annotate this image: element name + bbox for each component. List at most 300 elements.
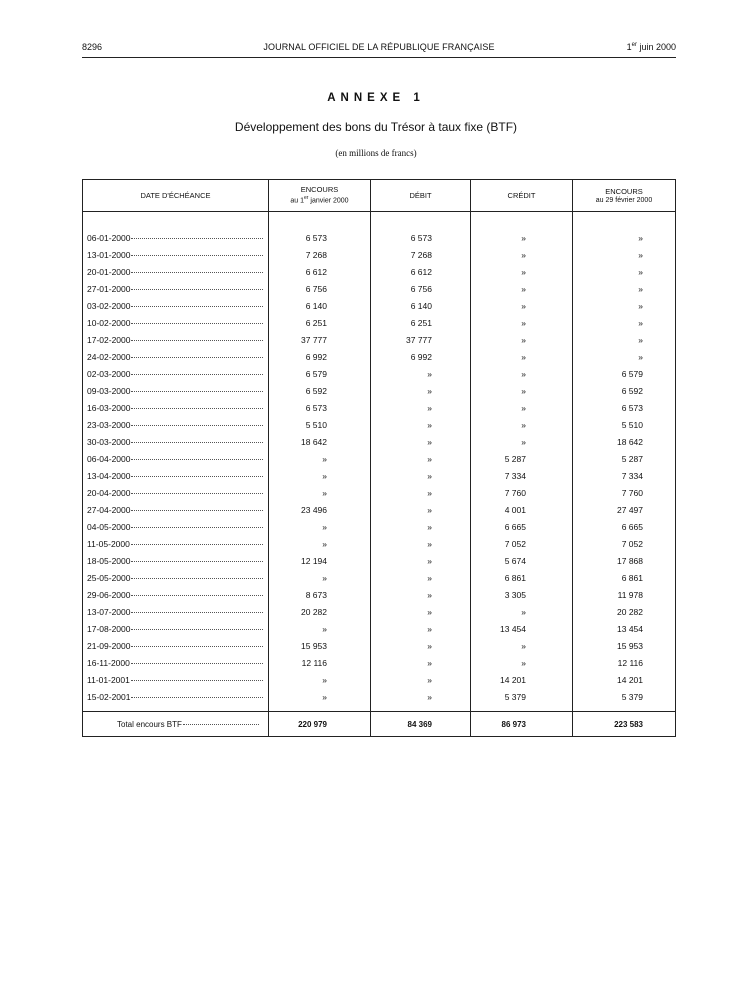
cell-date-value: 23-03-2000	[87, 419, 131, 430]
cell-debit-value: »	[427, 453, 432, 464]
cell-credit	[471, 671, 573, 688]
cell-encours-end-value: »	[638, 232, 643, 243]
cell-encours-end	[573, 246, 676, 263]
cell-debit-value: »	[427, 402, 432, 413]
cell-debit	[371, 433, 471, 450]
cell-credit	[471, 297, 573, 314]
cell-credit-value: »	[521, 385, 526, 396]
table-row	[83, 603, 676, 620]
cell-credit	[471, 552, 573, 569]
cell-date	[83, 314, 269, 331]
cell-encours-end-value: 27 497	[617, 504, 643, 515]
cell-date-value: 13-04-2000	[87, 470, 131, 481]
cell-debit-value: »	[427, 691, 432, 702]
cell-date-value: 11-01-2001	[87, 674, 130, 685]
cell-encours-start-value: 6 612	[305, 266, 327, 277]
cell-encours-end	[573, 688, 676, 705]
total-label	[83, 712, 269, 737]
leader-dots	[183, 724, 259, 725]
table-row	[83, 263, 676, 280]
cell-debit	[371, 671, 471, 688]
cell-date-value: 06-04-2000	[87, 453, 131, 464]
total-debit-value: 84 369	[407, 719, 432, 729]
cell-debit-value: 7 268	[410, 249, 432, 260]
cell-encours-end-value: »	[638, 249, 643, 260]
cell-debit-value: »	[427, 504, 432, 515]
cell-encours-start	[269, 603, 371, 620]
header-encours-end-line2: au 29 février 2000	[595, 196, 653, 204]
cell-debit	[371, 467, 471, 484]
table-row	[83, 348, 676, 365]
cell-date	[83, 603, 269, 620]
cell-encours-end-value: 5 379	[621, 691, 643, 702]
cell-encours-end-value: »	[638, 300, 643, 311]
cell-date-value: 30-03-2000	[87, 436, 131, 447]
cell-date-value: 03-02-2000	[87, 300, 131, 311]
leader-dots	[131, 595, 263, 596]
cell-credit	[471, 246, 573, 263]
cell-encours-start-value: 6 756	[305, 283, 327, 294]
cell-debit-value: »	[427, 385, 432, 396]
cell-encours-start-value: 7 268	[305, 249, 327, 260]
cell-date-value: 04-05-2000	[87, 521, 131, 532]
cell-debit	[371, 246, 471, 263]
table-row	[83, 314, 676, 331]
cell-date-value: 16-11-2000	[87, 657, 130, 668]
cell-encours-start-value: 12 116	[301, 657, 327, 668]
leader-dots	[131, 357, 263, 358]
cell-credit	[471, 416, 573, 433]
cell-date-value: 29-06-2000	[87, 589, 131, 600]
header-debit-label: DÉBIT	[409, 191, 432, 200]
cell-debit	[371, 365, 471, 382]
cell-debit	[371, 331, 471, 348]
page-number: 8296	[82, 42, 103, 52]
cell-encours-end	[573, 280, 676, 297]
cell-encours-start	[269, 569, 371, 586]
cell-credit	[471, 484, 573, 501]
cell-debit-value: »	[427, 572, 432, 583]
cell-credit	[471, 620, 573, 637]
cell-date	[83, 501, 269, 518]
table-row	[83, 688, 676, 705]
cell-encours-start	[269, 331, 371, 348]
table-row	[83, 229, 676, 246]
table-row	[83, 399, 676, 416]
cell-encours-start	[269, 246, 371, 263]
cell-date-value: 17-02-2000	[87, 334, 131, 345]
cell-encours-end	[573, 229, 676, 246]
table-row	[83, 552, 676, 569]
cell-debit-value: 6 992	[410, 351, 432, 362]
cell-encours-start	[269, 280, 371, 297]
cell-credit-value: »	[521, 317, 526, 328]
cell-debit-value: »	[427, 538, 432, 549]
unit-note: (en millions de francs)	[335, 148, 417, 158]
cell-date	[83, 518, 269, 535]
cell-debit	[371, 416, 471, 433]
cell-date-value: 15-02-2001	[87, 691, 131, 702]
cell-date	[83, 637, 269, 654]
cell-encours-start-value: »	[322, 470, 327, 481]
cell-credit	[471, 603, 573, 620]
cell-encours-end-value: 5 287	[621, 453, 643, 464]
cell-debit-value: »	[427, 674, 432, 685]
leader-dots	[131, 442, 263, 443]
cell-encours-end-value: 5 510	[621, 419, 643, 430]
cell-credit	[471, 331, 573, 348]
cell-credit-value: 7 760	[504, 487, 526, 498]
cell-date	[83, 654, 269, 671]
cell-encours-end-value: 6 592	[621, 385, 643, 396]
cell-date-value: 25-05-2000	[87, 572, 131, 583]
cell-encours-end-value: 20 282	[617, 606, 643, 617]
cell-encours-end-value: 13 454	[617, 623, 643, 634]
cell-date	[83, 331, 269, 348]
leader-dots	[131, 340, 263, 341]
cell-encours-end	[573, 314, 676, 331]
cell-date	[83, 365, 269, 382]
cell-debit-value: 6 756	[410, 283, 432, 294]
cell-encours-start	[269, 620, 371, 637]
cell-debit	[371, 603, 471, 620]
cell-date	[83, 382, 269, 399]
cell-credit	[471, 637, 573, 654]
cell-credit-value: »	[521, 249, 526, 260]
cell-debit-value: 6 573	[410, 232, 432, 243]
cell-credit-value: 14 201	[500, 674, 526, 685]
header-credit-label: CRÉDIT	[507, 191, 536, 200]
total-row	[83, 712, 676, 737]
cell-encours-start-value: »	[322, 487, 327, 498]
cell-credit-value: 7 052	[504, 538, 526, 549]
cell-encours-end-value: »	[638, 317, 643, 328]
cell-date-value: 18-05-2000	[87, 555, 131, 566]
cell-date	[83, 399, 269, 416]
cell-debit	[371, 399, 471, 416]
cell-encours-start	[269, 586, 371, 603]
annexe-title: ANNEXE 1	[327, 92, 425, 104]
cell-encours-end-value: 6 579	[621, 368, 643, 379]
leader-dots	[131, 663, 263, 664]
cell-debit-value: »	[427, 555, 432, 566]
cell-credit	[471, 518, 573, 535]
cell-credit-value: »	[521, 436, 526, 447]
header-encours-start-post: janvier 2000	[308, 197, 349, 205]
cell-encours-start-value: 6 573	[305, 232, 327, 243]
cell-encours-end	[573, 416, 676, 433]
cell-debit-value: 6 251	[410, 317, 432, 328]
leader-dots	[131, 544, 263, 545]
cell-debit-value: »	[427, 470, 432, 481]
cell-credit	[471, 569, 573, 586]
cell-credit	[471, 688, 573, 705]
table-row	[83, 501, 676, 518]
document-subtitle: Développement des bons du Trésor à taux fixe (BTF)	[234, 120, 518, 134]
cell-date-value: 27-01-2000	[87, 283, 131, 294]
leader-dots	[131, 391, 263, 392]
cell-encours-end	[573, 552, 676, 569]
cell-encours-end	[573, 654, 676, 671]
cell-credit-value: »	[521, 419, 526, 430]
table-row	[83, 280, 676, 297]
cell-debit-value: »	[427, 487, 432, 498]
cell-encours-end	[573, 637, 676, 654]
cell-debit	[371, 280, 471, 297]
leader-dots	[131, 612, 263, 613]
cell-credit	[471, 399, 573, 416]
table-row	[83, 331, 676, 348]
leader-dots	[131, 561, 263, 562]
table-row	[83, 586, 676, 603]
cell-credit-value: »	[521, 334, 526, 345]
cell-encours-start	[269, 365, 371, 382]
cell-date	[83, 229, 269, 246]
leader-dots	[131, 527, 263, 528]
cell-encours-end	[573, 603, 676, 620]
leader-dots	[131, 629, 263, 630]
cell-encours-start	[269, 688, 371, 705]
cell-encours-start	[269, 501, 371, 518]
cell-date	[83, 467, 269, 484]
leader-dots	[131, 425, 263, 426]
cell-credit	[471, 586, 573, 603]
cell-encours-start	[269, 484, 371, 501]
cell-encours-start-value: 6 573	[305, 402, 327, 413]
cell-debit	[371, 637, 471, 654]
cell-date	[83, 297, 269, 314]
cell-date-value: 11-05-2000	[87, 538, 130, 549]
leader-dots	[131, 578, 263, 579]
cell-credit	[471, 382, 573, 399]
cell-date-value: 16-03-2000	[87, 402, 131, 413]
cell-encours-start-value: 6 992	[305, 351, 327, 362]
cell-date-value: 20-01-2000	[87, 266, 131, 277]
leader-dots	[131, 323, 263, 324]
cell-encours-end-value: 18 642	[617, 436, 643, 447]
cell-encours-end	[573, 399, 676, 416]
cell-date-value: 24-02-2000	[87, 351, 131, 362]
cell-credit	[471, 263, 573, 280]
cell-date-value: 17-08-2000	[87, 623, 131, 634]
cell-encours-start-value: 23 496	[301, 504, 327, 515]
cell-credit-value: 4 001	[504, 504, 526, 515]
cell-debit	[371, 654, 471, 671]
header-date	[83, 180, 269, 212]
cell-encours-start-value: »	[322, 572, 327, 583]
cell-date	[83, 246, 269, 263]
cell-encours-start	[269, 518, 371, 535]
cell-encours-start	[269, 297, 371, 314]
leader-dots	[131, 255, 263, 256]
table-header-row	[83, 180, 676, 212]
cell-date	[83, 263, 269, 280]
cell-credit-value: »	[521, 283, 526, 294]
cell-encours-end-value: 7 334	[621, 470, 643, 481]
table-row	[83, 246, 676, 263]
leader-dots	[131, 680, 263, 681]
header-credit	[471, 180, 573, 212]
cell-encours-end	[573, 569, 676, 586]
cell-date-value: 27-04-2000	[87, 504, 131, 515]
cell-encours-end	[573, 535, 676, 552]
cell-debit-value: 6 612	[410, 266, 432, 277]
total-label-value: Total encours BTF	[117, 719, 182, 729]
cell-encours-start	[269, 671, 371, 688]
cell-date	[83, 280, 269, 297]
cell-debit-value: »	[427, 521, 432, 532]
cell-debit	[371, 229, 471, 246]
cell-date-value: 02-03-2000	[87, 368, 131, 379]
page-header	[82, 42, 676, 58]
leader-dots	[131, 493, 263, 494]
cell-debit-value: »	[427, 657, 432, 668]
issue-date-day: 1	[626, 42, 632, 52]
total-encours-start	[269, 712, 371, 737]
cell-credit-value: »	[521, 606, 526, 617]
table-row	[83, 484, 676, 501]
cell-debit-value: »	[427, 589, 432, 600]
cell-credit-value: 6 861	[504, 572, 526, 583]
journal-title: JOURNAL OFFICIEL DE LA RÉPUBLIQUE FRANÇAISE	[263, 42, 495, 52]
cell-encours-end	[573, 467, 676, 484]
cell-encours-start-value: 8 673	[305, 589, 327, 600]
cell-credit	[471, 654, 573, 671]
cell-date	[83, 671, 269, 688]
cell-encours-end	[573, 671, 676, 688]
table-row	[83, 569, 676, 586]
cell-debit	[371, 552, 471, 569]
cell-encours-end-value: 6 665	[621, 521, 643, 532]
table-row	[83, 654, 676, 671]
cell-encours-end	[573, 433, 676, 450]
cell-credit-value: 7 334	[504, 470, 526, 481]
cell-credit-value: 13 454	[500, 623, 526, 634]
cell-encours-start	[269, 467, 371, 484]
cell-credit-value: 5 674	[504, 555, 526, 566]
table-spacer-row	[83, 212, 676, 230]
cell-credit	[471, 365, 573, 382]
cell-encours-start-value: 5 510	[305, 419, 327, 430]
cell-encours-start-value: »	[322, 453, 327, 464]
cell-debit	[371, 348, 471, 365]
cell-debit-value: »	[427, 436, 432, 447]
cell-encours-start-value: 12 194	[301, 555, 327, 566]
cell-credit	[471, 450, 573, 467]
cell-credit	[471, 433, 573, 450]
cell-encours-end	[573, 484, 676, 501]
cell-debit-value: »	[427, 623, 432, 634]
cell-credit-value: »	[521, 300, 526, 311]
cell-date-value: 20-04-2000	[87, 487, 131, 498]
table-row	[83, 671, 676, 688]
cell-date	[83, 484, 269, 501]
cell-date-value: 13-07-2000	[87, 606, 131, 617]
cell-debit	[371, 569, 471, 586]
header-date-label: DATE D'ÉCHÉANCE	[140, 191, 211, 200]
cell-debit	[371, 518, 471, 535]
leader-dots	[131, 374, 263, 375]
cell-encours-end-value: 15 953	[617, 640, 643, 651]
cell-encours-start-value: »	[322, 538, 327, 549]
cell-date-value: 13-01-2000	[87, 249, 131, 260]
table-row	[83, 433, 676, 450]
cell-credit-value: 5 379	[504, 691, 526, 702]
cell-encours-end	[573, 501, 676, 518]
leader-dots	[131, 476, 263, 477]
cell-credit	[471, 467, 573, 484]
btf-table	[82, 179, 676, 737]
table-row	[83, 637, 676, 654]
cell-encours-start	[269, 314, 371, 331]
cell-date	[83, 416, 269, 433]
leader-dots	[131, 306, 263, 307]
header-encours-start-line2	[269, 194, 370, 205]
cell-debit	[371, 535, 471, 552]
cell-date	[83, 586, 269, 603]
cell-debit-value: »	[427, 606, 432, 617]
leader-dots	[131, 697, 263, 698]
cell-encours-start	[269, 654, 371, 671]
cell-credit	[471, 280, 573, 297]
leader-dots	[131, 289, 263, 290]
total-debit	[371, 712, 471, 737]
cell-encours-end	[573, 365, 676, 382]
table-row	[83, 382, 676, 399]
cell-date	[83, 348, 269, 365]
table-row	[83, 535, 676, 552]
total-credit	[471, 712, 573, 737]
cell-debit-value: 6 140	[410, 300, 432, 311]
cell-debit	[371, 501, 471, 518]
cell-credit	[471, 535, 573, 552]
cell-date	[83, 620, 269, 637]
cell-debit	[371, 297, 471, 314]
cell-credit-value: »	[521, 351, 526, 362]
cell-date	[83, 569, 269, 586]
header-debit	[371, 180, 471, 212]
cell-date	[83, 535, 269, 552]
cell-debit	[371, 620, 471, 637]
table-row	[83, 416, 676, 433]
cell-encours-start-value: »	[322, 674, 327, 685]
leader-dots	[131, 408, 263, 409]
leader-dots	[131, 510, 263, 511]
header-encours-start-sup: er	[304, 195, 309, 202]
cell-date	[83, 433, 269, 450]
cell-encours-start-value: »	[322, 521, 327, 532]
cell-encours-start-value: 6 592	[305, 385, 327, 396]
cell-credit-value: 3 305	[504, 589, 526, 600]
header-encours-start-pre: au 1	[290, 197, 305, 205]
cell-encours-start	[269, 229, 371, 246]
cell-date-value: 09-03-2000	[87, 385, 131, 396]
cell-encours-end	[573, 348, 676, 365]
cell-encours-end-value: 11 978	[617, 589, 643, 600]
cell-credit-value: »	[521, 266, 526, 277]
table-row	[83, 365, 676, 382]
cell-encours-end-value: 17 868	[617, 555, 643, 566]
header-encours-end	[573, 180, 676, 212]
cell-encours-start	[269, 399, 371, 416]
cell-date-value: 21-09-2000	[87, 640, 131, 651]
cell-encours-end	[573, 450, 676, 467]
cell-encours-start-value: 6 140	[305, 300, 327, 311]
cell-debit-value: »	[427, 419, 432, 430]
cell-encours-start	[269, 450, 371, 467]
cell-debit	[371, 314, 471, 331]
cell-credit-value: »	[521, 640, 526, 651]
